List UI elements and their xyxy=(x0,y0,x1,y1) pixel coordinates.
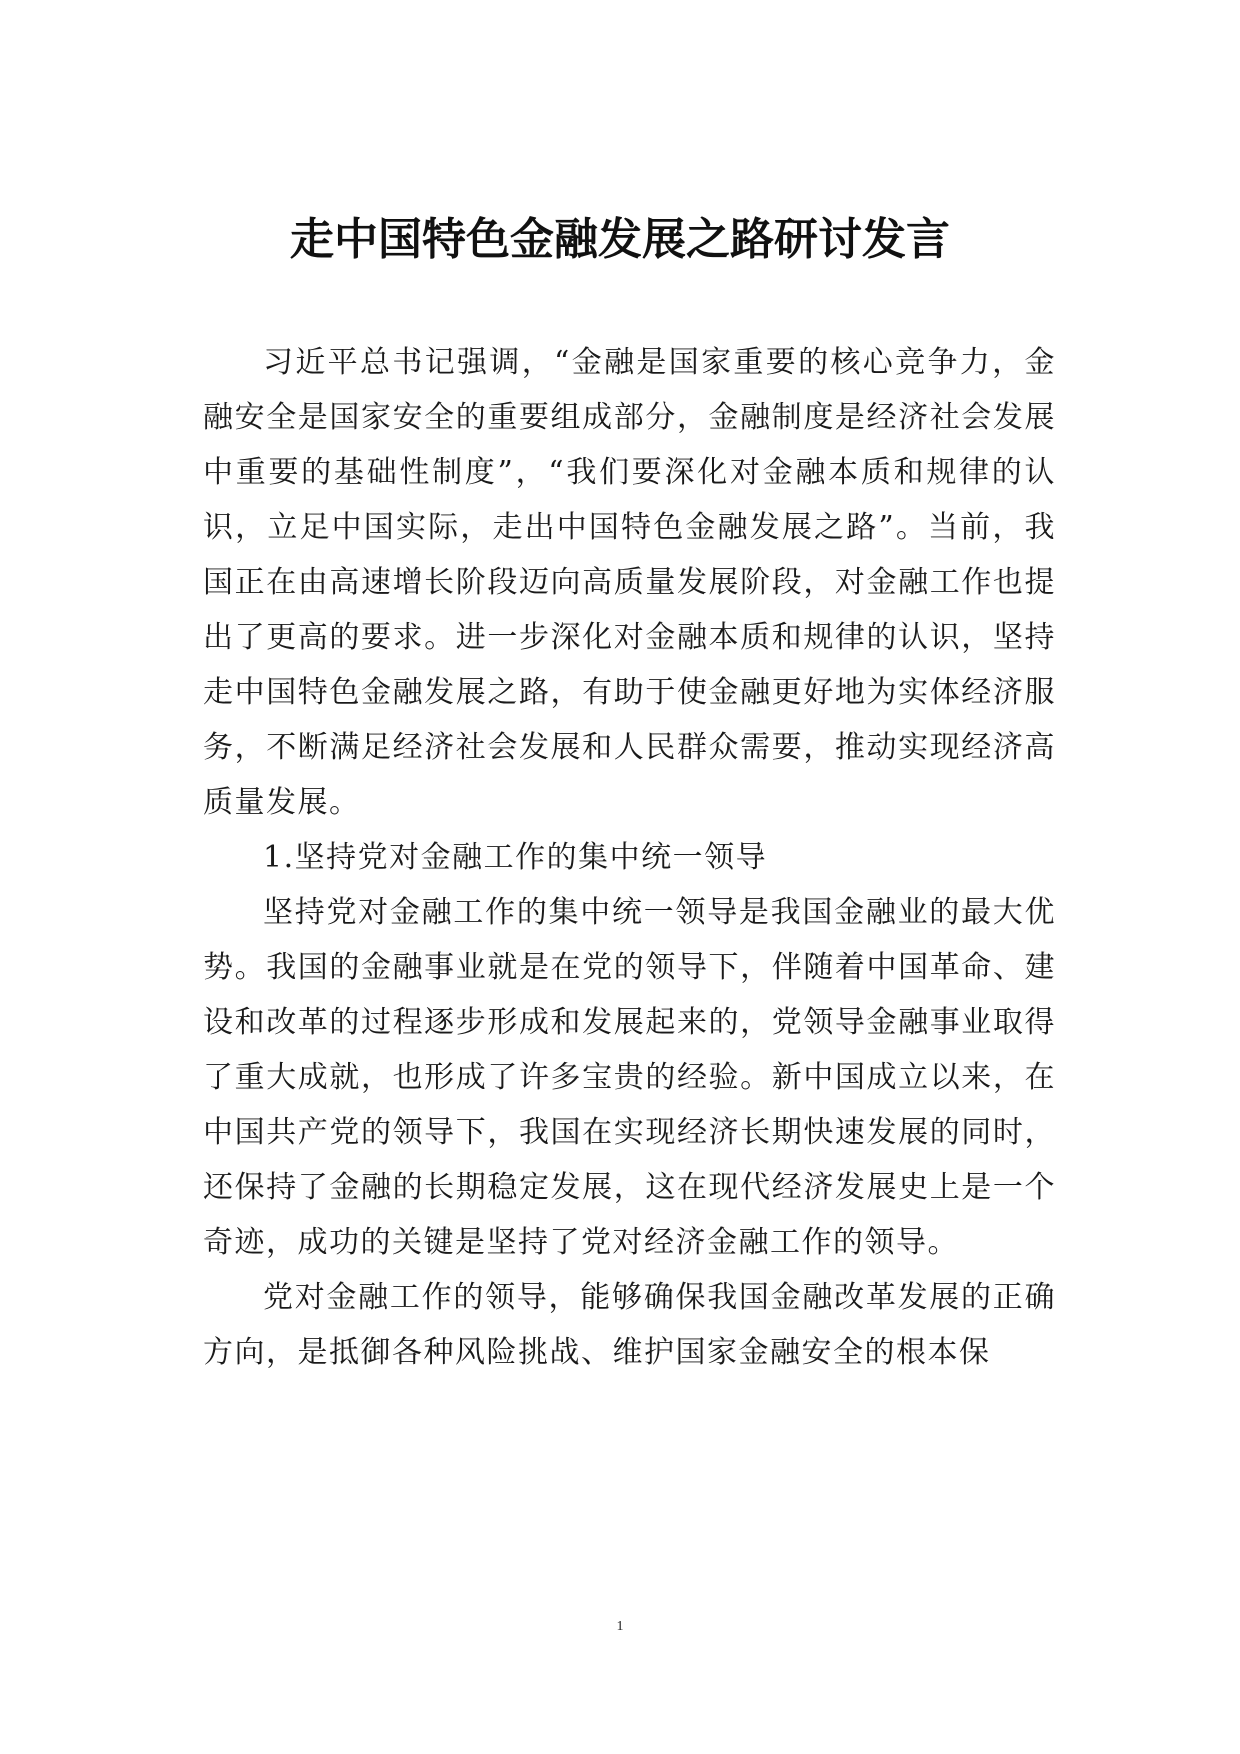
paragraph-section-1-continued: 党对金融工作的领导，能够确保我国金融改革发展的正确方向，是抵御各种风险挑战、维护国家金融安全的根本保 xyxy=(203,1280,1056,1370)
page-number: 1 xyxy=(616,1619,624,1634)
paragraph-section-1: 坚持党对金融工作的集中统一领导是我国金融业的最大优势。我国的金融事业就是在党的领导下，伴随着中国革命、建设和改革的过程逐步形成和发展起来的，党领导金融事业取得了重大成就，也形成了许多宝贵的经验。新中国成立以来，在中国共产党的领导下，我国在实现经济长期快速发展的同时，还保持了金融的长期稳定发展，这在现代经济发展史上是一个奇迹，成功的关键是坚持了党对经济金融工作的领导。 xyxy=(203,895,1056,1260)
section-heading-1: 1.坚持党对金融工作的集中统一领导 xyxy=(263,840,768,875)
paragraph-intro: 习近平总书记强调，“金融是国家重要的核心竞争力，金融安全是国家安全的重要组成部分，金融制度是经济社会发展中重要的基础性制度”，“我们要深化对金融本质和规律的认识，立足中国实际，走出中国特色金融发展之路”。当前，我国正在由高速增长阶段迈向高质量发展阶段，对金融工作也提出了更高的要求。进一步深化对金融本质和规律的认识，坚持走中国特色金融发展之路，有助于使金融更好地为实体经济服务，不断满足经济社会发展和人民群众需要，推动实现经济高质量发展。 xyxy=(203,345,1056,820)
document-title: 走中国特色金融发展之路研讨发言 xyxy=(290,214,950,265)
document-body xyxy=(203,335,1056,1380)
